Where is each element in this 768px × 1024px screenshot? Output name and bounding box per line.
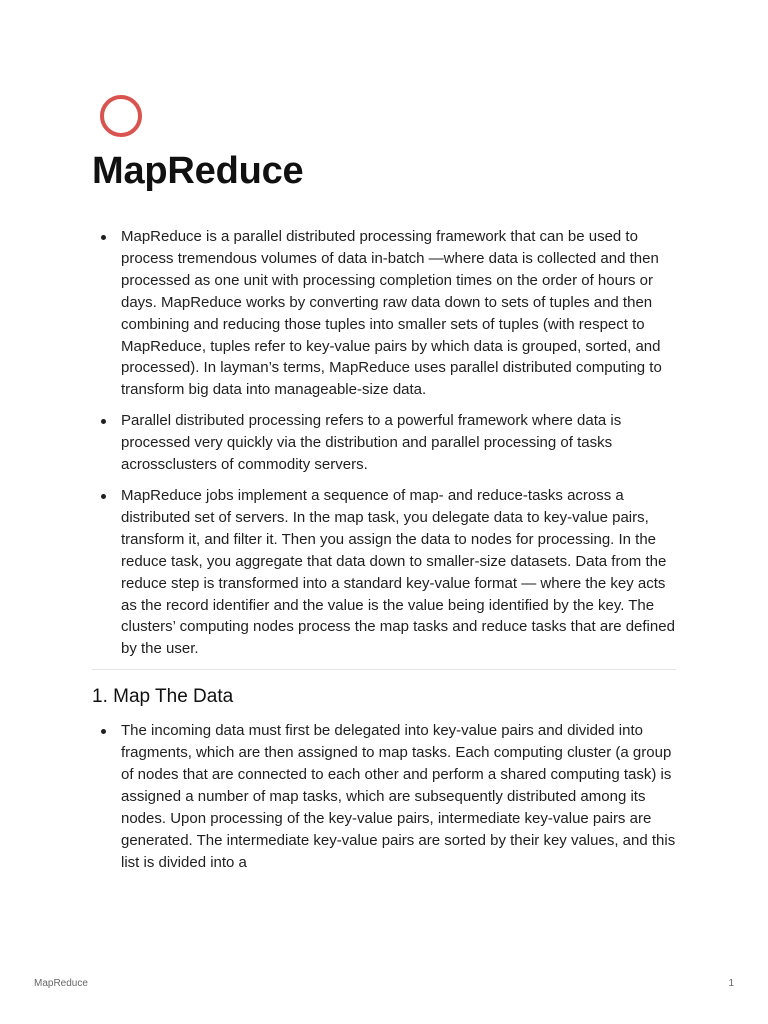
- circle-icon: [100, 95, 142, 137]
- section-divider: [92, 669, 676, 670]
- bullet-icon: [101, 419, 106, 424]
- section-bullet-list: [92, 720, 676, 873]
- page-number: 1: [728, 978, 734, 989]
- section-heading: 1. Map The Data: [92, 686, 234, 708]
- list-item: [92, 485, 676, 660]
- document-body: [92, 226, 676, 883]
- bullet-icon: [101, 729, 106, 734]
- bullet-icon: [101, 494, 106, 499]
- list-item: [92, 226, 676, 401]
- list-item-text: MapReduce jobs implement a sequence of map- and reduce-tasks across a distributed set of servers. In the map task, you delegate data to key-value pairs, transform it, and filter it. Then you assign the data to nodes for processing. In the reduce task, you aggregate that data down to smaller-size datasets. Data from the reduce step is transformed into a standard key-value format — where the key acts as the record identifier and the value is the value being identified by the key. The clusters’ computing nodes process the map tasks and reduce tasks that are defined by the user.: [121, 486, 675, 658]
- list-item: [92, 720, 676, 873]
- list-item-text: MapReduce is a parallel distributed processing framework that can be used to process tremendous volumes of data in-batch —where data is collected and then processed as one unit with processing completion times on the order of hours or days. MapReduce works by converting raw data down to sets of tuples and then combining and reducing those tuples into smaller sets of tuples (with respect to MapReduce, tuples refer to key-value pairs by which data is grouped, sorted, and processed). In layman’s terms, MapReduce uses parallel distributed computing to transform big data into manageable-size data.: [121, 228, 662, 399]
- bullet-icon: [101, 235, 106, 240]
- intro-bullet-list: [92, 226, 676, 660]
- list-item-text: The incoming data must first be delegated into key-value pairs and divided into fragments, which are then assigned to map tasks. Each computing cluster (a group of nodes that are connected to each other and perform a shared computing task) is assigned a number of map tasks, which are subsequently distributed among its nodes. Upon processing of the key-value pairs, intermediate key-value pairs are generated. The intermediate key-value pairs are sorted by their key values, and this list is divided into a: [121, 722, 676, 871]
- list-item-text: Parallel distributed processing refers to a powerful framework where data is processed very quickly via the distribution and parallel processing of tasks acrossclusters of commodity servers.: [121, 412, 622, 474]
- footer-title: MapReduce: [34, 978, 88, 989]
- list-item: [92, 410, 676, 476]
- page-title: MapReduce: [92, 150, 304, 192]
